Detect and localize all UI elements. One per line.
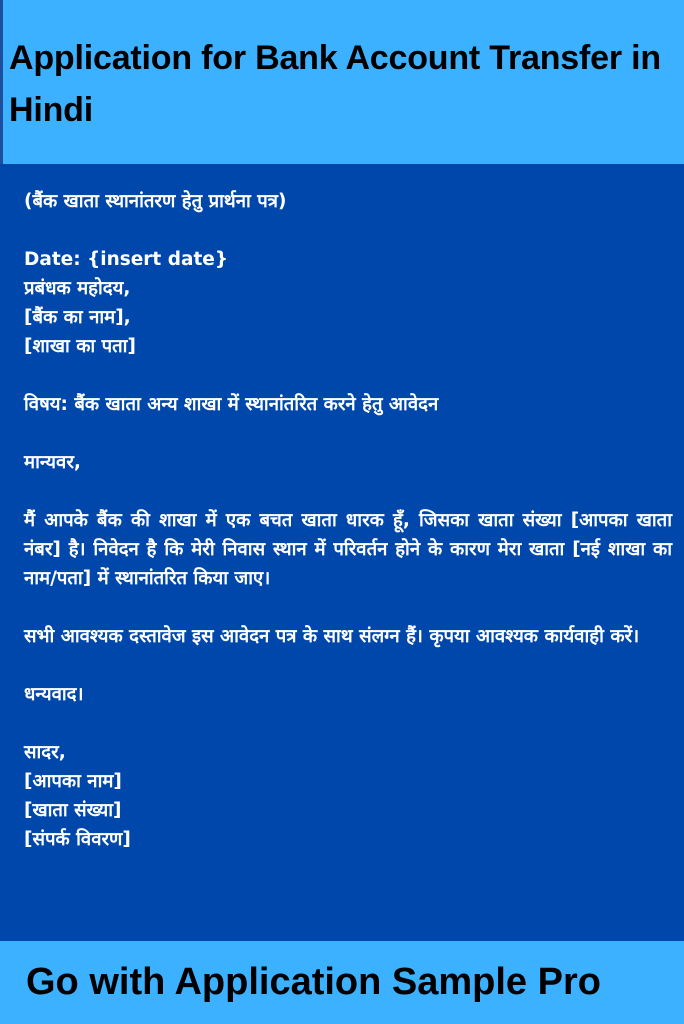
letter-closing: सादर, bbox=[24, 742, 66, 763]
letter-thanks: धन्यवाद। bbox=[24, 684, 84, 705]
letter-recipient: प्रबंधक महोदय, bbox=[24, 278, 131, 299]
letter-subject: विषय: बैंक खाता अन्य शाखा में स्थानांतरित करने हेतु आवेदन bbox=[24, 394, 439, 415]
letter-paragraph-1: मैं आपके बैंक की शाखा में एक बचत खाता धारक हूँ, जिसका खाता संख्या [आपका खाता नंबर] है। निवेदन है कि मेरी निवास स्थान में परिवर्तन होने के कारण मेरा खाता [नई शाखा का नाम/पता] में स्थानांतरित किया जाए। bbox=[24, 510, 672, 589]
page-title: Application for Bank Account Transfer in Hindi bbox=[9, 39, 661, 129]
spacer bbox=[24, 709, 672, 738]
letter-bank-name: [बैंक का नाम], bbox=[24, 307, 131, 328]
header-banner bbox=[0, 0, 684, 164]
spacer bbox=[24, 593, 672, 622]
letter-sender-account: [खाता संख्या] bbox=[24, 800, 122, 821]
spacer bbox=[24, 651, 672, 680]
letter-sender-contact: [संपर्क विवरण] bbox=[24, 829, 131, 850]
letter-sender-name: [आपका नाम] bbox=[24, 771, 122, 792]
letter-branch-address: [शाखा का पता] bbox=[24, 336, 136, 357]
spacer bbox=[24, 477, 672, 506]
letter-salutation: मान्यवर, bbox=[24, 452, 81, 473]
spacer bbox=[24, 361, 672, 390]
letter-subject-line: (बैंक खाता स्थानांतरण हेतु प्रार्थना पत्र) bbox=[24, 191, 287, 212]
spacer bbox=[24, 216, 672, 245]
footer-brand-text: Go with Application Sample Pro bbox=[26, 961, 601, 1003]
letter-paragraph-2: सभी आवश्यक दस्तावेज इस आवेदन पत्र के साथ संलग्न हैं। कृपया आवश्यक कार्यवाही करें। bbox=[24, 626, 640, 647]
footer-banner bbox=[0, 941, 684, 1024]
letter-date: Date: {insert date} bbox=[24, 249, 229, 270]
letter-body bbox=[24, 187, 672, 854]
spacer bbox=[24, 419, 672, 448]
